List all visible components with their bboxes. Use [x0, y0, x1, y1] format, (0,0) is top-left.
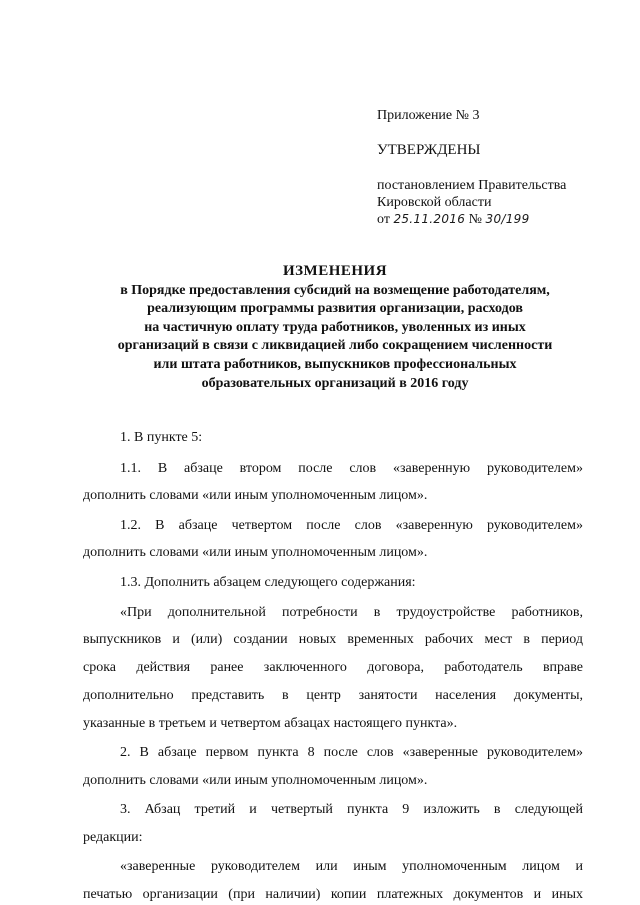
paragraph-1: 1. В пункте 5:	[120, 430, 203, 445]
quote2-line: печатью организации (при наличии) копии платежных документов и иных	[83, 887, 583, 902]
approved-label: УТВЕРЖДЕНЫ	[377, 142, 481, 158]
handwritten-date: 25.11.2016	[393, 212, 466, 226]
number-sign: №	[468, 212, 483, 227]
quote-line: дополнительно представить в центр занятости населения документы,	[83, 688, 583, 703]
paragraph-2-line: 2. В абзаце первом пункта 8 после слов «заверенные руководителем»	[120, 745, 583, 760]
paragraph-1-1-line: 1.1. В абзаце втором после слов «заверенную руководителем»	[120, 461, 583, 476]
quote-line: срока действия ранее заключенного договора, работодатель вправе	[83, 660, 583, 675]
paragraph-3-line: редакции:	[83, 830, 143, 845]
quote-line: «При дополнительной потребности в трудоустройстве работников,	[120, 605, 583, 620]
title-line: реализующим программы развития организации, расходов	[147, 301, 523, 317]
title-line: организаций в связи с ликвидацией либо сокращением численности	[117, 338, 553, 354]
paragraph-1-2-line: дополнить словами «или иным уполномоченным лицом».	[83, 545, 428, 560]
paragraph-3-line: 3. Абзац третий и четвертый пункта 9 изложить в следующей	[120, 802, 583, 817]
paragraph-1-3: 1.3. Дополнить абзацем следующего содержания:	[120, 575, 416, 590]
title-line: образовательных организаций в 2016 году	[201, 375, 469, 391]
title-line: на частичную оплату труда работников, уволенных из иных	[144, 319, 526, 335]
paragraph-1-1-line: дополнить словами «или иным уполномоченным лицом».	[83, 488, 428, 503]
title-line: или штата работников, выпускников профессиональных	[153, 356, 517, 372]
quote2-line: «заверенные руководителем или иным уполномоченным лицом и	[120, 859, 583, 874]
appendix-number: Приложение № 3	[377, 108, 480, 123]
date-prefix: от	[377, 212, 390, 227]
quote-line: выпускников и (или) создании новых временных рабочих мест в период	[83, 632, 583, 647]
paragraph-1-2-line: 1.2. В абзаце четвертом после слов «заверенную руководителем»	[120, 518, 583, 533]
document-title	[80, 262, 590, 393]
title-heading: ИЗМЕНЕНИЯ	[282, 263, 388, 279]
quote-line: указанные в третьем и четвертом абзацах настоящего пункта».	[83, 716, 458, 731]
region-line: Кировской области	[377, 195, 492, 210]
handwritten-number: 30/199	[485, 212, 530, 226]
decree-date-line	[377, 211, 530, 228]
title-line: в Порядке предоставления субсидий на возмещение работодателям,	[120, 282, 550, 298]
decree-line: постановлением Правительства	[377, 178, 567, 193]
paragraph-2-line: дополнить словами «или иным уполномоченным лицом».	[83, 773, 428, 788]
